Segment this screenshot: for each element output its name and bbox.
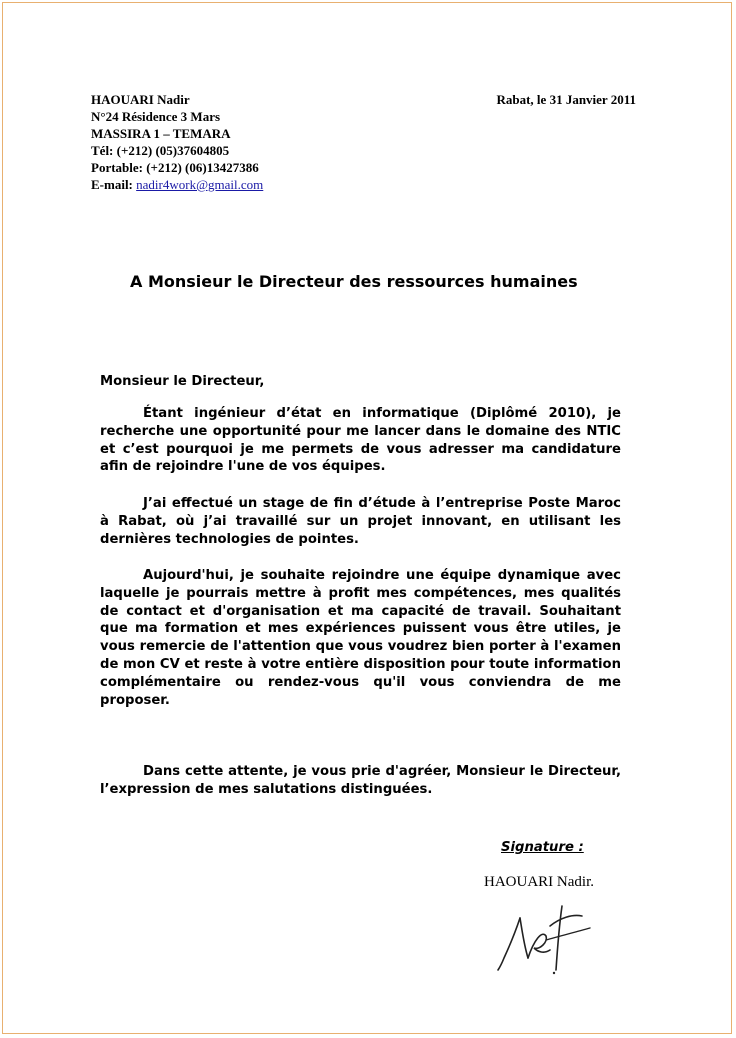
sender-phone: Tél: (+212) (05)37604805 bbox=[91, 143, 230, 158]
body-paragraph-2: J’ai effectué un stage de fin d’étude à l’entreprise Poste Maroc à Rabat, où j’ai travaillé sur un projet innovant, en utilisant les dernières technologies de pointes. bbox=[100, 496, 621, 547]
letter-date: Rabat, le 31 Janvier 2011 bbox=[496, 92, 636, 107]
body-paragraph-3: Aujourd'hui, je souhaite rejoindre une équipe dynamique avec laquelle je pourrais mettre à profit mes compétences, mes qualités de contact et d'organisation et ma capacité de travail. Souhaitant que ma formation et mes expériences puissent vous être utiles, je vous remercie de l'attention que vous voudrez bien porter à l'examen de mon CV et reste à votre entière disposition pour toute information complémentaire ou rendez-vous qu'il vous conviendra de me proposer. bbox=[100, 568, 621, 708]
sender-block bbox=[91, 91, 263, 193]
sender-address-line-2: MASSIRA 1 – TEMARA bbox=[91, 126, 231, 141]
handwritten-signature bbox=[490, 900, 600, 980]
signature-label: Signature : bbox=[501, 840, 584, 855]
salutation: Monsieur le Directeur, bbox=[100, 374, 265, 389]
sender-email-line bbox=[91, 176, 263, 193]
signature-name: HAOUARI Nadir. bbox=[484, 874, 594, 890]
sender-mobile: Portable: (+212) (06)13427386 bbox=[91, 160, 259, 175]
body-paragraph-4: Dans cette attente, je vous prie d'agréer, Monsieur le Directeur, l’expression de mes salutations distinguées. bbox=[100, 764, 621, 797]
sender-address-line-1: N°24 Résidence 3 Mars bbox=[91, 109, 221, 124]
email-label: E-mail: bbox=[91, 177, 133, 192]
email-link[interactable]: nadir4work@gmail.com bbox=[136, 177, 264, 192]
body-paragraph-1: Étant ingénieur d’état en informatique (Diplômé 2010), je recherche une opportunité pour me lancer dans le domaine des NTIC et c’est pourquoi je me permets de vous adresser ma candidature afin de rejoindre l'une de vos équipes. bbox=[100, 406, 621, 475]
recipient-heading: A Monsieur le Directeur des ressources humaines bbox=[130, 272, 578, 291]
sender-name: HAOUARI Nadir bbox=[91, 92, 190, 107]
